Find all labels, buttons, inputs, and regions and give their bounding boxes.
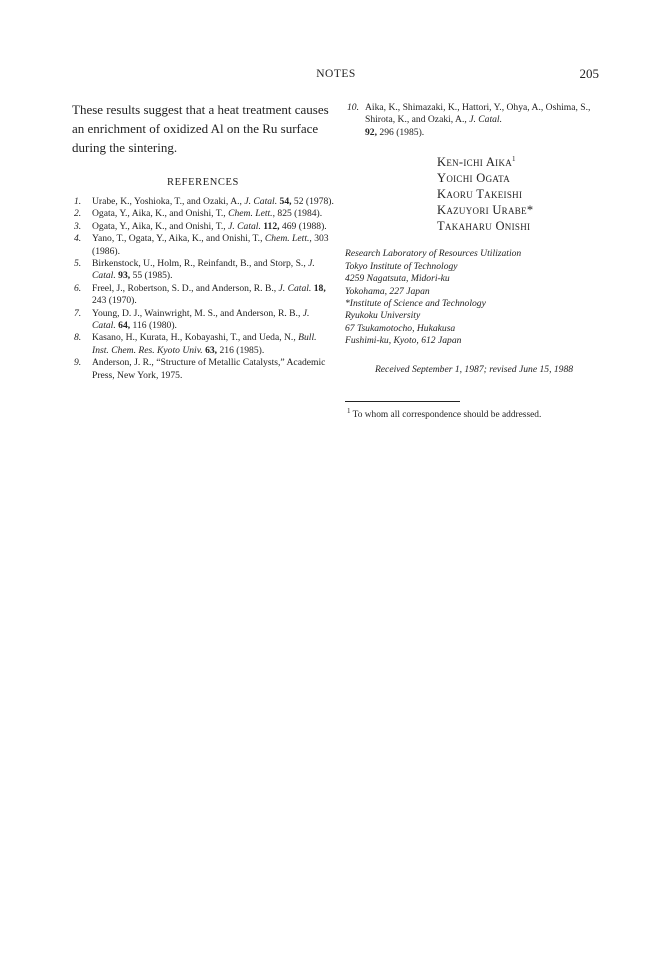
author-name: Kaoru Takeishi — [437, 187, 523, 202]
author-name: Ken-ichi Aika$^1$ — [437, 155, 516, 170]
affiliation-line: Ryukoku University — [345, 310, 421, 322]
reference-item: 7. Young, D. J., Wainwright, M. S., and Anderson, R. B., J. Catal. 64, 116 (1980). — [74, 307, 310, 332]
affiliation-block — [345, 248, 603, 347]
reference-item: 9. Anderson, J. R., “Structure of Metallic Catalysts,” Academic Press, New York, 1975. — [74, 357, 326, 381]
affiliation-line: Tokyo Institute of Technology — [345, 260, 458, 272]
received-date: Received September 1, 1987; revised June 15, 1988 — [374, 363, 574, 375]
left-column — [72, 100, 334, 382]
footnote-mark: 1 — [347, 406, 351, 415]
affiliation-line: 4259 Nagatsuta, Midori-ku — [345, 273, 450, 285]
running-header: NOTES — [316, 68, 356, 80]
references-heading: REFERENCES — [167, 177, 239, 188]
references-list — [72, 196, 334, 382]
page-number: 205 — [579, 66, 599, 81]
reference-item: 3. Ogata, Y., Aika, K., and Onishi, T., J. Catal. 112, 469 (1988). — [74, 220, 327, 232]
affiliation-line: Yokohama, 227 Japan — [345, 285, 430, 297]
footnote: $^1$ To whom all correspondence should be addressed. — [347, 406, 542, 420]
reference-item: 1. Urabe, K., Yoshioka, T., and Ozaki, A., J. Catal. 54, 52 (1978). — [74, 196, 334, 207]
references-list-continued — [345, 102, 603, 139]
author-name: Yoichi Ogata — [437, 171, 511, 186]
affiliation-line: Research Laboratory of Resources Utilization — [345, 248, 522, 260]
affiliation-line: 67 Tsukamotocho, Hukakusa — [345, 322, 456, 334]
reference-item: 4. Yano, T., Ogata, Y., Aika, K., and Onishi, T., Chem. Lett., 303 (1986). — [74, 233, 329, 257]
reference-item: 10. Aika, K., Shimazaki, K., Hattori, Y., Ohya, A., Oshima, S., Shirota, K., and Ozaki, A., J. Catal. 92, 296 (1985). — [347, 102, 591, 138]
footnote-divider — [345, 401, 460, 402]
author-footnote-mark: 1 — [512, 155, 516, 164]
reference-item: 6. Freel, J., Robertson, S. D., and Anderson, R. B., J. Catal. 18, 243 (1970). — [74, 282, 326, 307]
author-asterisk: * — [526, 203, 534, 218]
author-name: Kazuyori Urabe* — [437, 203, 534, 218]
author-list — [345, 151, 603, 234]
affiliation-line: Fushimi-ku, Kyoto, 612 Japan — [345, 335, 462, 347]
reference-item: 8. Kasano, H., Kurata, H., Kobayashi, T., and Ueda, N., Bull. Inst. Chem. Res. Kyoto Univ. 63, 216 (1985). — [74, 332, 317, 356]
reference-item: 2. Ogata, Y., Aika, K., and Onishi, T., Chem. Lett., 825 (1984). — [74, 208, 323, 220]
affiliation-line: *Institute of Science and Technology — [345, 298, 486, 309]
intro-paragraph: These results suggest that a heat treatment causes an enrichment of oxidized Al on the Ru surface during the sintering. — [72, 102, 329, 155]
author-name: Takaharu Onishi — [437, 219, 531, 234]
reference-item: 5. Birkenstock, U., Holm, R., Reinfandt, B., and Storp, S., J. Catal. 93, 55 (1985). — [74, 258, 315, 282]
right-column — [345, 102, 603, 421]
